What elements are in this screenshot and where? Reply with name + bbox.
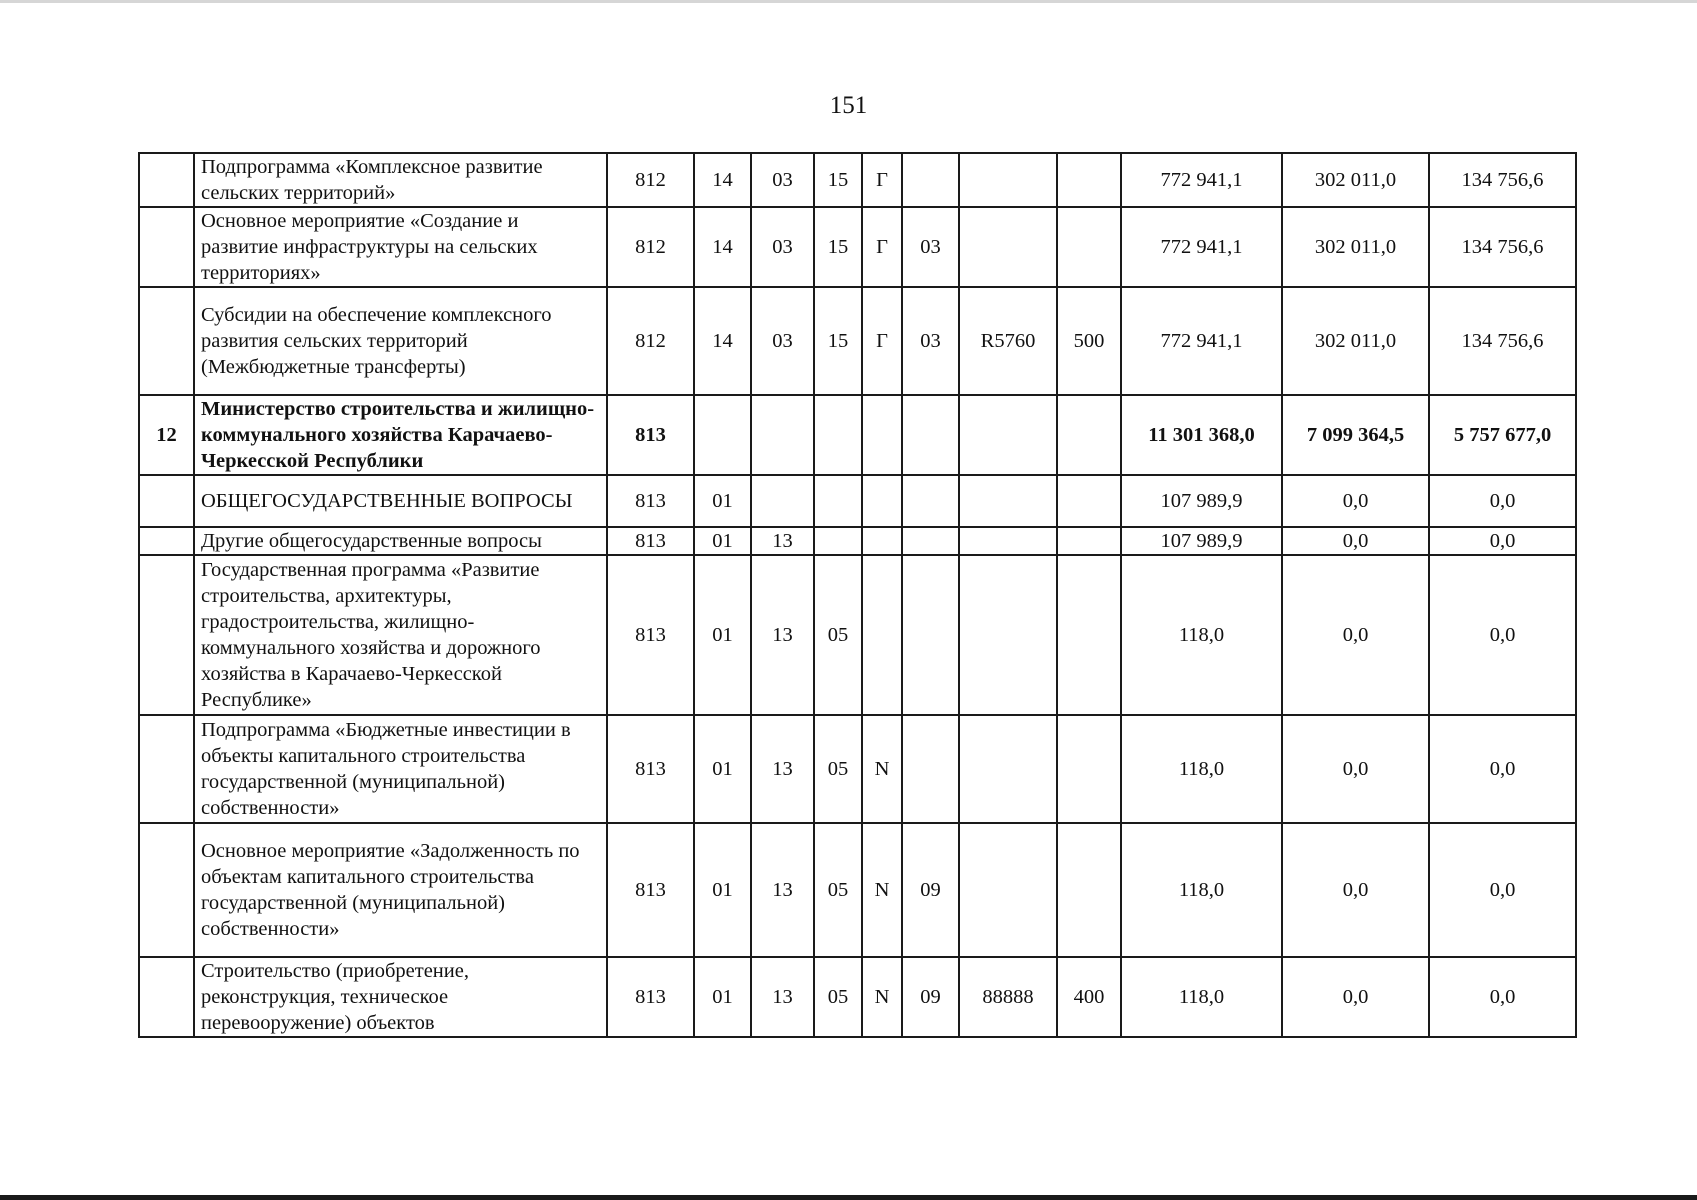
table-row [139, 823, 1576, 957]
table-body [139, 153, 1576, 1037]
subprogram-code-cell: Г [862, 153, 902, 207]
activity-code-cell: 09 [902, 823, 959, 957]
table-row [139, 287, 1576, 395]
item-name-cell: Основное мероприятие «Создание и развитие инфраструктуры на сельских территориях» [194, 207, 607, 287]
budget-table [138, 152, 1577, 1038]
amount-year-3-cell: 134 756,6 [1429, 287, 1576, 395]
ministry-code-cell: 812 [607, 207, 694, 287]
section-code-cell: 01 [694, 957, 751, 1037]
amount-year-1-cell: 118,0 [1121, 957, 1282, 1037]
section-code-cell: 14 [694, 207, 751, 287]
item-name-cell: Субсидии на обеспечение комплексного развития сельских территорий (Межбюджетные трансферты) [194, 287, 607, 395]
expense-type-code-cell: 500 [1057, 287, 1121, 395]
direction-code-cell [959, 555, 1057, 715]
table-row [139, 475, 1576, 527]
amount-year-3-cell: 0,0 [1429, 527, 1576, 555]
ministry-code-cell: 813 [607, 527, 694, 555]
activity-code-cell: 09 [902, 957, 959, 1037]
activity-code-cell [902, 715, 959, 823]
activity-code-cell [902, 527, 959, 555]
table-row [139, 527, 1576, 555]
table-row [139, 207, 1576, 287]
ministry-code-cell: 813 [607, 475, 694, 527]
row-number-cell [139, 207, 194, 287]
amount-year-1-cell: 772 941,1 [1121, 287, 1282, 395]
scan-edge-top [0, 0, 1697, 3]
row-number-cell [139, 287, 194, 395]
subprogram-code-cell: Г [862, 207, 902, 287]
amount-year-3-cell: 0,0 [1429, 823, 1576, 957]
amount-year-3-cell: 134 756,6 [1429, 207, 1576, 287]
page-number: 151 [829, 92, 868, 119]
direction-code-cell: 88888 [959, 957, 1057, 1037]
expense-type-code-cell: 400 [1057, 957, 1121, 1037]
direction-code-cell [959, 207, 1057, 287]
amount-year-3-cell: 0,0 [1429, 555, 1576, 715]
item-name-cell: Основное мероприятие «Задолженность по объектам капитального строительства государственной (муниципальной) собственности» [194, 823, 607, 957]
program-code-cell: 05 [814, 555, 862, 715]
item-name-cell: Другие общегосударственные вопросы [194, 527, 607, 555]
amount-year-3-cell: 0,0 [1429, 957, 1576, 1037]
ministry-code-cell: 813 [607, 957, 694, 1037]
subprogram-code-cell: N [862, 957, 902, 1037]
subprogram-code-cell [862, 527, 902, 555]
expense-type-code-cell [1057, 555, 1121, 715]
section-code-cell: 01 [694, 555, 751, 715]
subprogram-code-cell: N [862, 823, 902, 957]
amount-year-1-cell: 772 941,1 [1121, 207, 1282, 287]
section-code-cell: 14 [694, 153, 751, 207]
row-number-cell [139, 153, 194, 207]
program-code-cell [814, 527, 862, 555]
table-row [139, 957, 1576, 1037]
row-number-cell [139, 555, 194, 715]
activity-code-cell: 03 [902, 287, 959, 395]
section-code-cell: 01 [694, 715, 751, 823]
amount-year-1-cell: 118,0 [1121, 823, 1282, 957]
amount-year-2-cell: 0,0 [1282, 475, 1429, 527]
expense-type-code-cell [1057, 475, 1121, 527]
row-number-cell [139, 715, 194, 823]
item-name-cell: Государственная программа «Развитие строительства, архитектуры, градостроительства, жилищно-коммунального хозяйства и дорожного хозяйства в Карачаево-Черкесской Республике» [194, 555, 607, 715]
amount-year-1-cell: 107 989,9 [1121, 475, 1282, 527]
subprogram-code-cell [862, 475, 902, 527]
amount-year-3-cell: 0,0 [1429, 715, 1576, 823]
section-code-cell: 14 [694, 287, 751, 395]
item-name-cell: Подпрограмма «Бюджетные инвестиции в объекты капитального строительства государственной (муниципальной) собственности» [194, 715, 607, 823]
subsection-code-cell: 03 [751, 153, 814, 207]
ministry-code-cell: 813 [607, 395, 694, 475]
table-row [139, 153, 1576, 207]
subsection-code-cell: 13 [751, 957, 814, 1037]
amount-year-1-cell: 772 941,1 [1121, 153, 1282, 207]
amount-year-3-cell: 134 756,6 [1429, 153, 1576, 207]
item-name-cell: Подпрограмма «Комплексное развитие сельских территорий» [194, 153, 607, 207]
item-name-cell: Строительство (приобретение, реконструкция, техническое перевооружение) объектов [194, 957, 607, 1037]
item-name-cell: ОБЩЕГОСУДАРСТВЕННЫЕ ВОПРОСЫ [194, 475, 607, 527]
row-number-cell [139, 527, 194, 555]
amount-year-2-cell: 302 011,0 [1282, 287, 1429, 395]
amount-year-2-cell: 7 099 364,5 [1282, 395, 1429, 475]
direction-code-cell [959, 823, 1057, 957]
section-code-cell [694, 395, 751, 475]
row-number-cell [139, 475, 194, 527]
row-number-cell [139, 823, 194, 957]
amount-year-2-cell: 302 011,0 [1282, 153, 1429, 207]
activity-code-cell: 03 [902, 207, 959, 287]
program-code-cell: 05 [814, 957, 862, 1037]
amount-year-3-cell: 0,0 [1429, 475, 1576, 527]
scan-edge-bottom [0, 1195, 1697, 1200]
amount-year-2-cell: 0,0 [1282, 555, 1429, 715]
ministry-code-cell: 812 [607, 287, 694, 395]
subsection-code-cell: 13 [751, 715, 814, 823]
direction-code-cell [959, 527, 1057, 555]
direction-code-cell [959, 153, 1057, 207]
expense-type-code-cell [1057, 395, 1121, 475]
program-code-cell: 15 [814, 287, 862, 395]
program-code-cell: 15 [814, 207, 862, 287]
amount-year-2-cell: 0,0 [1282, 957, 1429, 1037]
direction-code-cell: R5760 [959, 287, 1057, 395]
ministry-code-cell: 813 [607, 823, 694, 957]
expense-type-code-cell [1057, 527, 1121, 555]
amount-year-1-cell: 118,0 [1121, 555, 1282, 715]
table-row [139, 395, 1576, 475]
direction-code-cell [959, 715, 1057, 823]
subsection-code-cell: 13 [751, 823, 814, 957]
item-name-cell: Министерство строительства и жилищно-коммунального хозяйства Карачаево-Черкесской Республики [194, 395, 607, 475]
activity-code-cell [902, 153, 959, 207]
subsection-code-cell [751, 395, 814, 475]
expense-type-code-cell [1057, 207, 1121, 287]
subsection-code-cell [751, 475, 814, 527]
table-row [139, 715, 1576, 823]
subsection-code-cell: 03 [751, 287, 814, 395]
amount-year-2-cell: 0,0 [1282, 823, 1429, 957]
subsection-code-cell: 13 [751, 527, 814, 555]
ministry-code-cell: 812 [607, 153, 694, 207]
activity-code-cell [902, 475, 959, 527]
section-code-cell: 01 [694, 475, 751, 527]
ministry-code-cell: 813 [607, 555, 694, 715]
direction-code-cell [959, 395, 1057, 475]
amount-year-2-cell: 0,0 [1282, 715, 1429, 823]
amount-year-3-cell: 5 757 677,0 [1429, 395, 1576, 475]
expense-type-code-cell [1057, 153, 1121, 207]
program-code-cell: 05 [814, 715, 862, 823]
subprogram-code-cell [862, 555, 902, 715]
program-code-cell: 05 [814, 823, 862, 957]
amount-year-1-cell: 107 989,9 [1121, 527, 1282, 555]
section-code-cell: 01 [694, 527, 751, 555]
activity-code-cell [902, 555, 959, 715]
expense-type-code-cell [1057, 715, 1121, 823]
subsection-code-cell: 13 [751, 555, 814, 715]
expense-type-code-cell [1057, 823, 1121, 957]
activity-code-cell [902, 395, 959, 475]
amount-year-1-cell: 11 301 368,0 [1121, 395, 1282, 475]
ministry-code-cell: 813 [607, 715, 694, 823]
amount-year-1-cell: 118,0 [1121, 715, 1282, 823]
subprogram-code-cell: N [862, 715, 902, 823]
amount-year-2-cell: 302 011,0 [1282, 207, 1429, 287]
row-number-cell: 12 [139, 395, 194, 475]
program-code-cell [814, 475, 862, 527]
table-row [139, 555, 1576, 715]
subprogram-code-cell [862, 395, 902, 475]
program-code-cell [814, 395, 862, 475]
subprogram-code-cell: Г [862, 287, 902, 395]
section-code-cell: 01 [694, 823, 751, 957]
amount-year-2-cell: 0,0 [1282, 527, 1429, 555]
subsection-code-cell: 03 [751, 207, 814, 287]
direction-code-cell [959, 475, 1057, 527]
row-number-cell [139, 957, 194, 1037]
program-code-cell: 15 [814, 153, 862, 207]
